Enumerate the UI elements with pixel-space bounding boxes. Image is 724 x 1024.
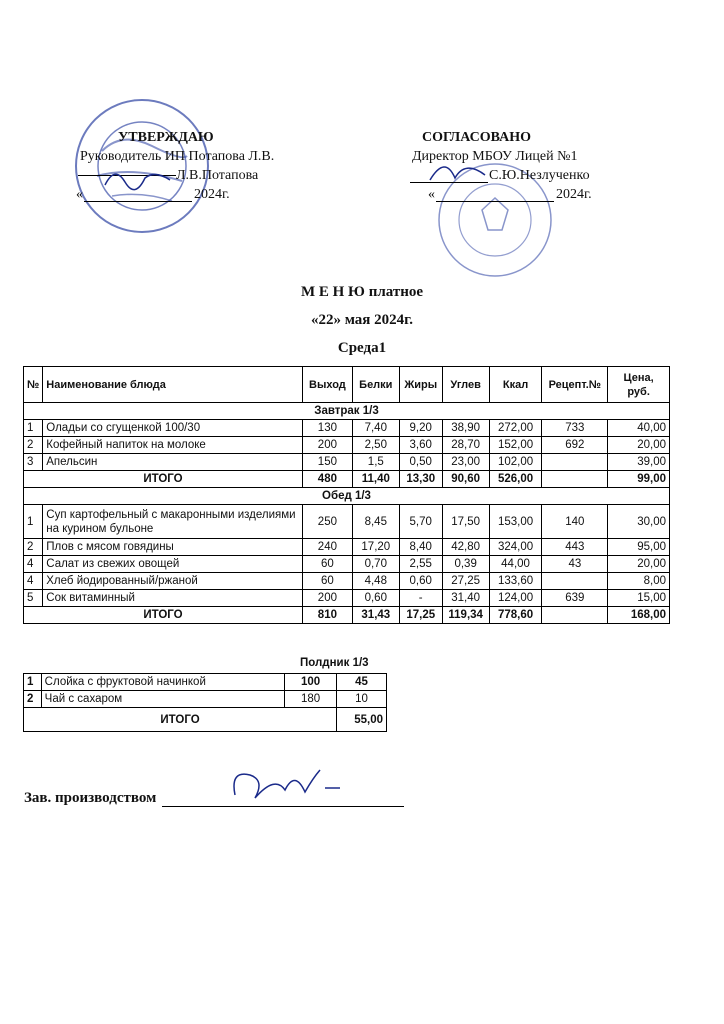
dish-output: 60 — [302, 573, 352, 590]
total-kcal: 778,60 — [489, 607, 542, 624]
total-row — [24, 471, 670, 488]
dish-output: 180 — [285, 691, 337, 708]
agree-line1: Директор МБОУ Лицей №1 — [412, 149, 578, 164]
dish-name: Апельсин — [43, 454, 303, 471]
dish-fat: 9,20 — [399, 420, 442, 437]
total-fat: 13,30 — [399, 471, 442, 488]
table-row — [24, 505, 670, 539]
col-header-fat: Жиры — [399, 367, 442, 403]
dish-kcal: 153,00 — [489, 505, 542, 539]
approve-title: УТВЕРЖДАЮ — [118, 130, 214, 145]
dish-fat: - — [399, 590, 442, 607]
dish-kcal: 124,00 — [489, 590, 542, 607]
dish-recipe: 733 — [542, 420, 608, 437]
row-number: 5 — [24, 590, 43, 607]
total-row — [24, 607, 670, 624]
table-header-row — [24, 367, 670, 403]
row-number: 4 — [24, 573, 43, 590]
dish-carbs: 0,39 — [442, 556, 489, 573]
dish-name: Сок витаминный — [43, 590, 303, 607]
section-title: Обед 1/3 — [24, 488, 670, 505]
table-row — [24, 454, 670, 471]
dish-output: 130 — [302, 420, 352, 437]
dish-output: 150 — [302, 454, 352, 471]
dish-output: 200 — [302, 437, 352, 454]
dish-fat: 2,55 — [399, 556, 442, 573]
dish-recipe: 140 — [542, 505, 608, 539]
dish-kcal: 44,00 — [489, 556, 542, 573]
approve-date-close: 2024г. — [194, 187, 230, 202]
total-price: 99,00 — [608, 471, 670, 488]
total-recipe-empty — [542, 607, 608, 624]
dish-price: 20,00 — [608, 437, 670, 454]
row-number: 1 — [24, 674, 42, 691]
section-title: Завтрак 1/3 — [24, 403, 670, 420]
table-row — [24, 573, 670, 590]
dish-protein: 4,48 — [352, 573, 399, 590]
dish-price: 39,00 — [608, 454, 670, 471]
dish-name: Чай с сахаром — [41, 691, 284, 708]
dish-price: 95,00 — [608, 539, 670, 556]
row-number: 1 — [24, 420, 43, 437]
col-header-protein: Белки — [352, 367, 399, 403]
dish-protein: 8,45 — [352, 505, 399, 539]
dish-price: 15,00 — [608, 590, 670, 607]
approve-line1: Руководитель ИП Потапова Л.В. — [80, 149, 275, 164]
dish-recipe: 443 — [542, 539, 608, 556]
dish-fat: 0,60 — [399, 573, 442, 590]
dish-name: Суп картофельный с макаронными изделиями на курином бульоне — [43, 505, 303, 539]
total-price: 168,00 — [608, 607, 670, 624]
dish-fat: 8,40 — [399, 539, 442, 556]
menu-day: Среда1 — [337, 340, 387, 356]
snack-total-row — [24, 708, 387, 732]
total-label: ИТОГО — [24, 471, 303, 488]
row-number: 2 — [24, 539, 43, 556]
dish-output: 240 — [302, 539, 352, 556]
table-row — [24, 539, 670, 556]
snack-title: Полдник 1/3 — [300, 657, 369, 669]
col-header-name: Наименование блюда — [43, 367, 303, 403]
agree-date-close: 2024г. — [556, 187, 592, 202]
col-header-num: № — [24, 367, 43, 403]
total-carbs: 119,34 — [442, 607, 489, 624]
table-row — [24, 590, 670, 607]
dish-carbs: 28,70 — [442, 437, 489, 454]
total-recipe-empty — [542, 471, 608, 488]
dish-protein: 0,70 — [352, 556, 399, 573]
dish-name: Слойка с фруктовой начинкой — [41, 674, 284, 691]
dish-price: 10 — [337, 691, 387, 708]
dish-name: Хлеб йодированный/ржаной — [43, 573, 303, 590]
dish-recipe: 692 — [542, 437, 608, 454]
dish-carbs: 27,25 — [442, 573, 489, 590]
col-header-price: Цена, руб. — [608, 367, 670, 403]
section-row — [24, 403, 670, 420]
total-carbs: 90,60 — [442, 471, 489, 488]
total-kcal: 526,00 — [489, 471, 542, 488]
col-header-kcal: Ккал — [489, 367, 542, 403]
agree-date-underline — [436, 201, 554, 202]
total-label: ИТОГО — [24, 708, 337, 732]
approve-date-underline — [84, 201, 192, 202]
dish-recipe: 639 — [542, 590, 608, 607]
table-row — [24, 437, 670, 454]
dish-output: 250 — [302, 505, 352, 539]
dish-fat: 3,60 — [399, 437, 442, 454]
dish-protein: 7,40 — [352, 420, 399, 437]
dish-kcal: 133,60 — [489, 573, 542, 590]
footer-label: Зав. производством — [24, 790, 157, 806]
row-number: 2 — [24, 437, 43, 454]
col-header-recipe: Рецепт.№ — [542, 367, 608, 403]
dish-carbs: 38,90 — [442, 420, 489, 437]
dish-name: Плов с мясом говядины — [43, 539, 303, 556]
col-header-carbs: Углев — [442, 367, 489, 403]
dish-recipe — [542, 573, 608, 590]
dish-recipe — [542, 454, 608, 471]
dish-price: 20,00 — [608, 556, 670, 573]
dish-protein: 2,50 — [352, 437, 399, 454]
approve-date-open: « — [76, 187, 83, 202]
total-protein: 31,43 — [352, 607, 399, 624]
table-row — [24, 420, 670, 437]
total-label: ИТОГО — [24, 607, 303, 624]
dish-output: 100 — [285, 674, 337, 691]
snack-row — [24, 691, 387, 708]
table-row — [24, 556, 670, 573]
agree-signature — [425, 150, 495, 190]
dish-protein: 0,60 — [352, 590, 399, 607]
dish-carbs: 31,40 — [442, 590, 489, 607]
dish-kcal: 272,00 — [489, 420, 542, 437]
dish-carbs: 42,80 — [442, 539, 489, 556]
row-number: 1 — [24, 505, 43, 539]
dish-price: 45 — [337, 674, 387, 691]
approve-signature — [100, 160, 180, 200]
total-fat: 17,25 — [399, 607, 442, 624]
row-number: 2 — [24, 691, 42, 708]
section-row — [24, 488, 670, 505]
total-price: 55,00 — [337, 708, 387, 732]
menu-date: «22» мая 2024г. — [310, 312, 414, 328]
dish-fat: 0,50 — [399, 454, 442, 471]
agree-line2: С.Ю.Незлученко — [489, 168, 590, 183]
col-header-out: Выход — [302, 367, 352, 403]
dish-kcal: 102,00 — [489, 454, 542, 471]
snack-row — [24, 674, 387, 691]
dish-name: Оладьи со сгущенкой 100/30 — [43, 420, 303, 437]
dish-protein: 17,20 — [352, 539, 399, 556]
dish-price: 40,00 — [608, 420, 670, 437]
dish-output: 60 — [302, 556, 352, 573]
dish-price: 30,00 — [608, 505, 670, 539]
dish-carbs: 17,50 — [442, 505, 489, 539]
total-output: 480 — [302, 471, 352, 488]
footer-signature — [225, 760, 345, 810]
snack-table — [23, 673, 387, 732]
dish-kcal: 324,00 — [489, 539, 542, 556]
dish-fat: 5,70 — [399, 505, 442, 539]
dish-name: Кофейный напиток на молоке — [43, 437, 303, 454]
agree-date-open: « — [428, 187, 435, 202]
menu-title: М Е Н Ю платное — [300, 284, 424, 300]
dish-kcal: 152,00 — [489, 437, 542, 454]
agree-title: СОГЛАСОВАНО — [422, 130, 531, 145]
dish-carbs: 23,00 — [442, 454, 489, 471]
total-protein: 11,40 — [352, 471, 399, 488]
total-output: 810 — [302, 607, 352, 624]
dish-name: Салат из свежих овощей — [43, 556, 303, 573]
menu-table — [23, 366, 670, 624]
dish-output: 200 — [302, 590, 352, 607]
approve-line2: Л.В.Потапова — [176, 168, 259, 183]
dish-protein: 1,5 — [352, 454, 399, 471]
dish-price: 8,00 — [608, 573, 670, 590]
row-number: 3 — [24, 454, 43, 471]
dish-recipe: 43 — [542, 556, 608, 573]
row-number: 4 — [24, 556, 43, 573]
